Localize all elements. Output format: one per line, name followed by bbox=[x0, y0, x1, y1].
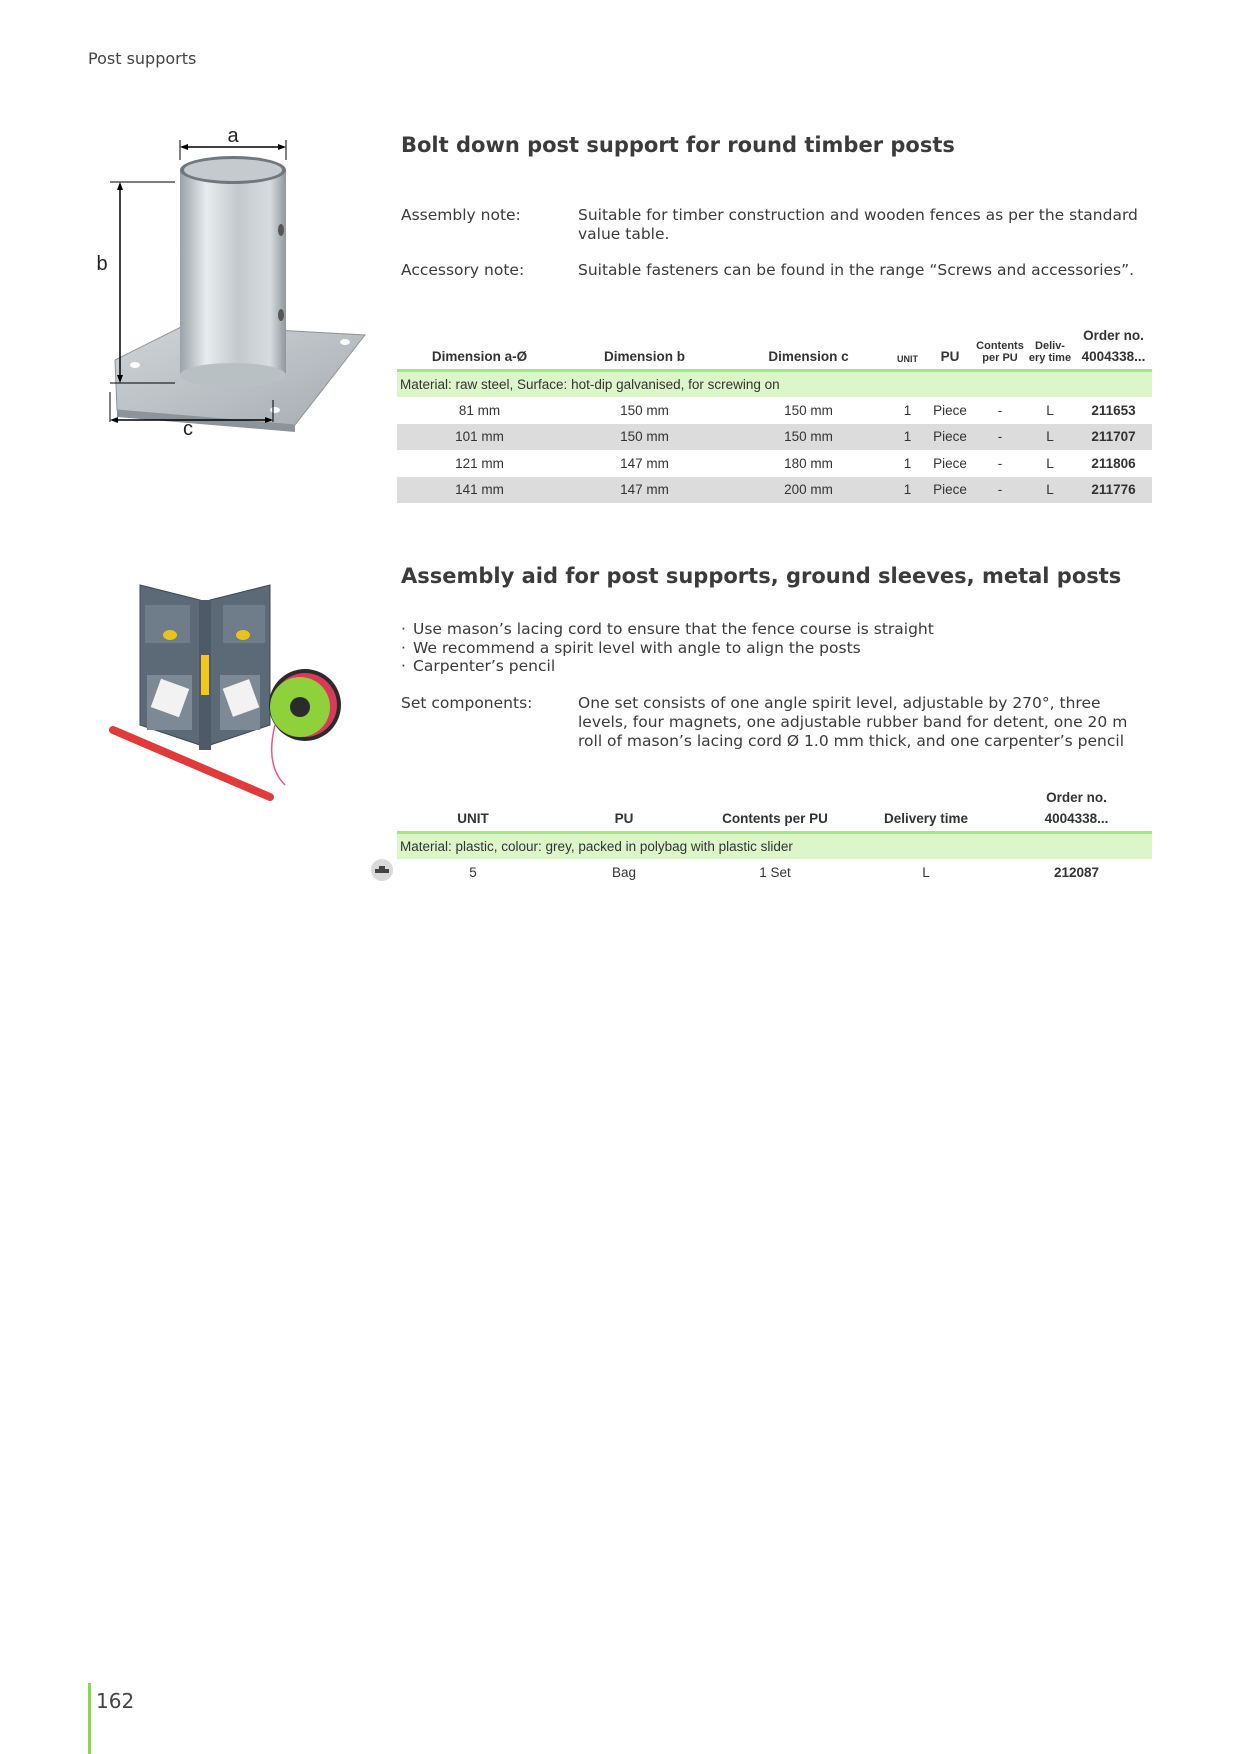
running-head: Post supports bbox=[88, 49, 197, 68]
material-row bbox=[397, 371, 1152, 398]
material-text: Material: plastic, colour: grey, packed in polybag with plastic slider bbox=[397, 833, 1152, 860]
bullet-item: · Use mason’s lacing cord to ensure that the fence course is straight bbox=[401, 620, 934, 638]
set-components-label: Set components: bbox=[401, 694, 533, 712]
cell-delivery: L bbox=[1025, 477, 1075, 504]
header-delivery bbox=[1025, 318, 1075, 371]
table-header-row bbox=[397, 318, 1152, 371]
header-order-line2: 4004338... bbox=[1044, 811, 1109, 826]
cell-unit: 1 bbox=[890, 477, 925, 504]
header-order bbox=[1075, 318, 1152, 371]
header-order-line1: Order no. bbox=[1083, 328, 1144, 343]
header-delivery: Delivery time bbox=[883, 811, 969, 826]
set-components-text: One set consists of one angle spirit level, adjustable by 270°, three levels, four magnets, one adjustable rubber band for detent, one 20 m roll of mason’s lacing cord Ø 1.0 mm thick, and one carpenter’s pencil bbox=[578, 694, 1128, 750]
table-header-row bbox=[397, 780, 1152, 833]
cell-unit: 1 bbox=[890, 424, 925, 451]
cell-dim-a: 141 mm bbox=[397, 477, 562, 504]
cell-dim-c: 150 mm bbox=[727, 424, 890, 451]
cell-delivery: L bbox=[1025, 424, 1075, 451]
header-contents-line1: Contents bbox=[976, 340, 1024, 352]
header-pu: PU bbox=[614, 811, 634, 826]
table-row bbox=[397, 477, 1152, 504]
table-row bbox=[397, 397, 1152, 424]
product2-table bbox=[397, 780, 1152, 886]
cell-contents: - bbox=[975, 477, 1025, 504]
header-dim-b: Dimension b bbox=[603, 349, 685, 364]
cell-contents: - bbox=[975, 424, 1025, 451]
header-dim-a: Dimension a-Ø bbox=[431, 349, 528, 364]
cell-order: 211653 bbox=[1091, 402, 1136, 418]
cell-delivery: L bbox=[922, 864, 930, 880]
header-contents-line2: per PU bbox=[982, 352, 1018, 364]
cell-dim-b: 147 mm bbox=[620, 455, 669, 471]
cell-contents: - bbox=[997, 455, 1003, 471]
cell-contents: 1 Set bbox=[759, 864, 791, 880]
header-order-line1: Order no. bbox=[1046, 790, 1107, 805]
product1-table bbox=[397, 318, 1152, 503]
cell-unit: 5 bbox=[469, 864, 477, 880]
cell-pu: Piece bbox=[933, 455, 967, 471]
cell-dim-b: 147 mm bbox=[562, 477, 727, 504]
page-number: 162 bbox=[96, 1689, 135, 1713]
cell-contents: - bbox=[997, 402, 1003, 418]
header-contents: Contents per PU bbox=[722, 811, 828, 826]
product1-title: Bolt down post support for round timber posts bbox=[401, 133, 955, 157]
cell-pu: Bag bbox=[611, 864, 637, 880]
cell-dim-b: 150 mm bbox=[562, 424, 727, 451]
table-row bbox=[397, 450, 1152, 477]
cell-pu: Piece bbox=[925, 477, 975, 504]
material-row bbox=[397, 833, 1152, 860]
cell-dim-b: 150 mm bbox=[620, 402, 669, 418]
table-row bbox=[397, 859, 1152, 886]
header-unit: UNIT bbox=[457, 811, 489, 826]
bullet-item: · Carpenter’s pencil bbox=[401, 657, 555, 675]
header-contents bbox=[975, 318, 1025, 371]
cell-dim-c: 180 mm bbox=[784, 455, 833, 471]
cell-order: 211806 bbox=[1091, 455, 1136, 471]
cell-delivery: L bbox=[1046, 402, 1054, 418]
cell-delivery: L bbox=[1046, 455, 1054, 471]
cell-dim-c: 200 mm bbox=[727, 477, 890, 504]
cell-pu: Piece bbox=[933, 402, 967, 418]
cell-order: 212087 bbox=[1053, 864, 1100, 880]
post-support-image bbox=[95, 130, 375, 440]
assembly-aid-image bbox=[105, 575, 365, 805]
header-unit: UNIT bbox=[897, 354, 918, 364]
cell-order: 211776 bbox=[1075, 477, 1152, 504]
header-order-line2: 4004338... bbox=[1081, 349, 1146, 364]
accessory-note-label: Accessory note: bbox=[401, 261, 525, 279]
dimension-b-label: b bbox=[96, 253, 108, 275]
packaging-icon bbox=[370, 858, 394, 882]
header-dim-c: Dimension c bbox=[768, 349, 849, 364]
assembly-note-text: Suitable for timber construction and wooden fences as per the standard value table. bbox=[578, 206, 1138, 243]
product2-title: Assembly aid for post supports, ground sleeves, metal posts bbox=[401, 564, 1122, 588]
dimension-a-label: a bbox=[227, 130, 239, 147]
bullet-item: · We recommend a spirit level with angle to align the posts bbox=[401, 639, 861, 657]
header-pu: PU bbox=[940, 349, 960, 364]
cell-dim-a: 121 mm bbox=[455, 455, 504, 471]
header-delivery-line1: Deliv- bbox=[1035, 340, 1065, 352]
cell-unit: 1 bbox=[903, 455, 912, 471]
table-row bbox=[397, 424, 1152, 451]
cell-pu: Piece bbox=[925, 424, 975, 451]
accessory-note-text: Suitable fasteners can be found in the range “Screws and accessories”. bbox=[578, 261, 1135, 279]
cell-order: 211707 bbox=[1075, 424, 1152, 451]
material-text: Material: raw steel, Surface: hot-dip galvanised, for screwing on bbox=[397, 371, 1152, 398]
cell-unit: 1 bbox=[903, 402, 912, 418]
assembly-note-label: Assembly note: bbox=[401, 206, 521, 224]
page-accent-bar bbox=[88, 1683, 91, 1754]
dimension-c-label: c bbox=[183, 418, 193, 440]
header-delivery-line2: ery time bbox=[1028, 352, 1072, 364]
cell-dim-c: 150 mm bbox=[784, 402, 833, 418]
cell-dim-a: 81 mm bbox=[458, 402, 501, 418]
header-order bbox=[1001, 780, 1152, 833]
cell-dim-a: 101 mm bbox=[397, 424, 562, 451]
